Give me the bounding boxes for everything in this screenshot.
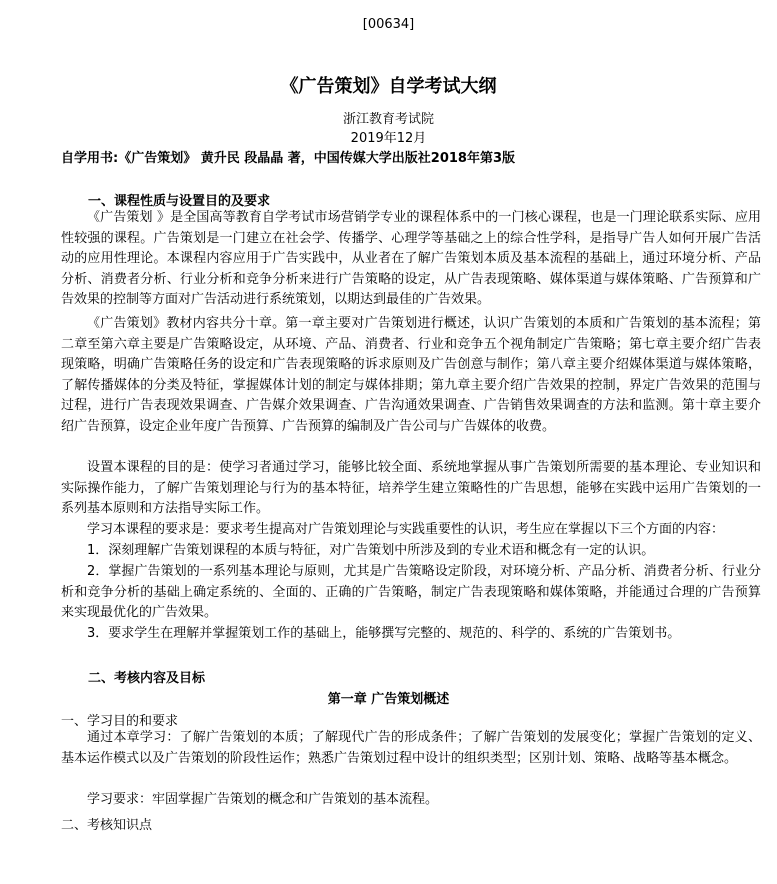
section-1-paragraph-1: 《广告策划 》是全国高等教育自学考试市场营销学专业的课程体系中的一门核心课程，也是一门理论联系实际、应用性较强的课程。广告策划是一门建立在社会学、传播学、心理学等基础之上的综合性学科，是指导广告人如何开展广告活动的应用性理论。本课程内容应用于广告实践中，从业者在了解广告策划本质及基本流程的基础上，通过环境分析、产品分析、消费者分析、行业分析和竞争分析来进行广告策略的设定，从广告表现策略、媒体渠道与媒体策略、广告预算和广告效果的控制等方面对广告活动进行系统策划，以期达到最佳的广告效果。 (61, 210, 761, 307)
section-1-paragraph-4: 学习本课程的要求是：要求考生提高对广告策划理论与实践重要性的认识，考生应在掌握以下三个方面的内容： (87, 522, 725, 537)
section-1-heading: 一、课程性质与设置目的及要求 (88, 194, 271, 209)
requirement-item-3: 3．要求学生在理解并掌握策划工作的基础上，能够撰写完整的、规范的、科学的、系统的广告策划书。 (87, 626, 681, 641)
course-code: [00634] (362, 17, 415, 32)
subsection-assessment-points: 二、考核知识点 (61, 818, 153, 833)
chapter-1-paragraph-2: 学习要求：牢固掌握广告策划的概念和广告策划的基本流程。 (87, 792, 439, 807)
page-title: 《广告策划》自学考试大纲 (280, 76, 497, 97)
subsection-learning-goals: 一、学习目的和要求 (61, 714, 179, 729)
issuing-organization: 浙江教育考试院 (342, 112, 434, 127)
chapter-1-paragraph-1: 通过本章学习：了解广告策划的本质；了解现代广告的形成条件；了解广告策划的发展变化；掌握广告策划的定义、基本运作模式以及广告策划的阶段性运作；熟悉广告策划过程中设计的组织类型；区别计划、策略、战略等基本概念。 (61, 730, 761, 766)
chapter-1-heading: 第一章 广告策划概述 (327, 692, 450, 707)
section-1-paragraph-2: 《广告策划》教材内容共分十章。第一章主要对广告策划进行概述，认识广告策划的本质和广告策划的基本流程；第二章至第六章主要是广告策略设定，从环境、产品、消费者、行业和竞争五个视角制定广告策略；第七章主要介绍广告表现策略，明确广告策略任务的设定和广告表现策略的诉求原则及广告创意与制作；第八章主要介绍媒体渠道与媒体策略，了解传播媒体的分类及特征，掌握媒体计划的制定与媒体排期；第九章主要介绍广告效果的控制，界定广告效果的范围与过程，进行广告表现效果调查、广告媒介效果调查、广告沟通效果调查、广告销售效果调查的方法和监测。第十章主要介绍广告预算，设定企业年度广告预算、广告预算的编制及广告公司与广告媒体的收费。 (61, 316, 761, 434)
issue-date: 2019年12月 (350, 131, 427, 146)
section-2-heading: 二、考核内容及目标 (88, 671, 206, 686)
textbook-line: 自学用书:《广告策划》 黄升民 段晶晶 著，中国传媒大学出版社2018年第3版 (61, 151, 516, 166)
requirement-item-2: 2．掌握广告策划的一系列基本理论与原则，尤其是广告策略设定阶段，对环境分析、产品分析、消费者分析、行业分析和竞争分析的基础上确定系统的、全面的、正确的广告策略，制定广告表现策略和媒体策略，并能通过合理的广告预算来实现最优化的广告效果。 (61, 564, 761, 620)
section-1-paragraph-3: 设置本课程的目的是：使学习者通过学习，能够比较全面、系统地掌握从事广告策划所需要的基本理论、专业知识和实际操作能力，了解广告策划理论与行为的基本特征，培养学生建立策略性的广告思想，能够在实践中运用广告策划的一系列基本原则和方法指导实际工作。 (61, 460, 761, 516)
requirement-item-1: 1．深刻理解广告策划课程的本质与特征，对广告策划中所涉及到的专业术语和概念有一定的认识。 (87, 543, 655, 558)
